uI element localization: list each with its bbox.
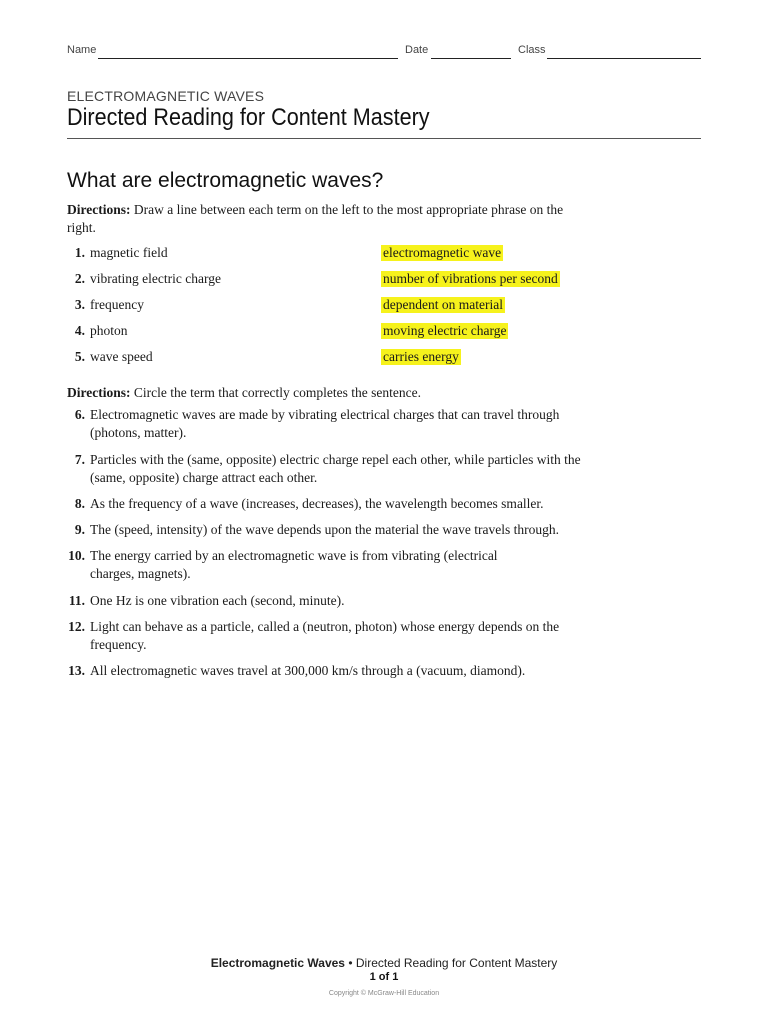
directions-label: Directions:: [67, 385, 131, 400]
directions-text: Circle the term that correctly completes the sentence.: [130, 385, 422, 400]
item-number: 12.: [68, 619, 85, 634]
name-field[interactable]: [98, 58, 398, 59]
question-text[interactable]: Particles with the (same, opposite) electric charge repel each other, while particles with the (same, opposite) charge attract each other.: [90, 452, 581, 485]
footer-separator: •: [344, 956, 356, 970]
title-divider: [67, 138, 701, 139]
matching-term[interactable]: photon: [90, 323, 128, 338]
date-label: Date: [405, 44, 429, 56]
directions-label: Directions:: [67, 202, 131, 217]
footer-course: [0, 956, 768, 970]
question-text[interactable]: Electromagnetic waves are made by vibrating electrical charges that can travel through (photons, matter).: [90, 407, 560, 440]
matching-term[interactable]: magnetic field: [90, 245, 168, 260]
footer-course-bold: Electromagnetic Waves: [210, 956, 345, 970]
matching-row: [67, 323, 687, 345]
matching-row: [67, 297, 687, 319]
copyright: Copyright © McGraw-Hill Education: [328, 990, 440, 997]
matching-row: [67, 271, 687, 293]
item-number: 8.: [74, 496, 85, 511]
item-number: 11.: [68, 593, 85, 608]
item-number: 7.: [74, 452, 85, 467]
section-title: What are electromagnetic waves?: [67, 169, 384, 192]
circle-directions: [67, 384, 577, 402]
question-text[interactable]: The (speed, intensity) of the wave depends upon the material the wave travels through.: [90, 522, 559, 537]
question-text[interactable]: All electromagnetic waves travel at 300,000 km/s through a (vacuum, diamond).: [90, 663, 526, 678]
matching-term[interactable]: frequency: [90, 297, 144, 312]
matching-row: [67, 349, 687, 371]
matching-phrase[interactable]: electromagnetic wave: [383, 245, 502, 260]
page-number: 1 of 1: [369, 971, 399, 983]
directions-text: Draw a line between each term on the left to the most appropriate phrase on the right.: [67, 202, 564, 235]
item-number: 2.: [74, 271, 85, 286]
item-number: 9.: [74, 522, 85, 537]
unit-title: ELECTROMAGNETIC WAVES: [67, 88, 265, 104]
item-number: 6.: [74, 407, 85, 422]
matching-phrase[interactable]: moving electric charge: [383, 323, 507, 338]
matching-phrase[interactable]: dependent on material: [383, 297, 503, 312]
class-label: Class: [518, 44, 546, 56]
class-field[interactable]: [547, 58, 701, 59]
footer-course-rest: Directed Reading for Content Mastery: [355, 956, 558, 970]
question-text[interactable]: The energy carried by an electromagnetic wave is from vibrating (electrical charges, magnets).: [90, 548, 498, 581]
name-label: Name: [67, 44, 97, 56]
date-field[interactable]: [431, 58, 511, 59]
item-number: 1.: [74, 245, 85, 260]
matching-phrase[interactable]: number of vibrations per second: [383, 271, 558, 286]
item-number: 13.: [68, 663, 85, 678]
matching-phrase[interactable]: carries energy: [383, 349, 459, 364]
matching-term[interactable]: vibrating electric charge: [90, 271, 221, 286]
question-text[interactable]: As the frequency of a wave (increases, decreases), the wavelength becomes smaller.: [90, 496, 544, 511]
question-text[interactable]: One Hz is one vibration each (second, minute).: [90, 593, 345, 608]
matching-row: [67, 245, 687, 267]
question-text[interactable]: Light can behave as a particle, called a (neutron, photon) whose energy depends on the frequency.: [90, 619, 560, 652]
item-number: 5.: [74, 349, 85, 364]
item-number: 10.: [68, 548, 85, 563]
matching-directions: [67, 201, 577, 237]
matching-term[interactable]: wave speed: [90, 349, 153, 364]
page-title: Directed Reading for Content Mastery: [67, 104, 430, 131]
item-number: 4.: [74, 323, 85, 338]
item-number: 3.: [74, 297, 85, 312]
